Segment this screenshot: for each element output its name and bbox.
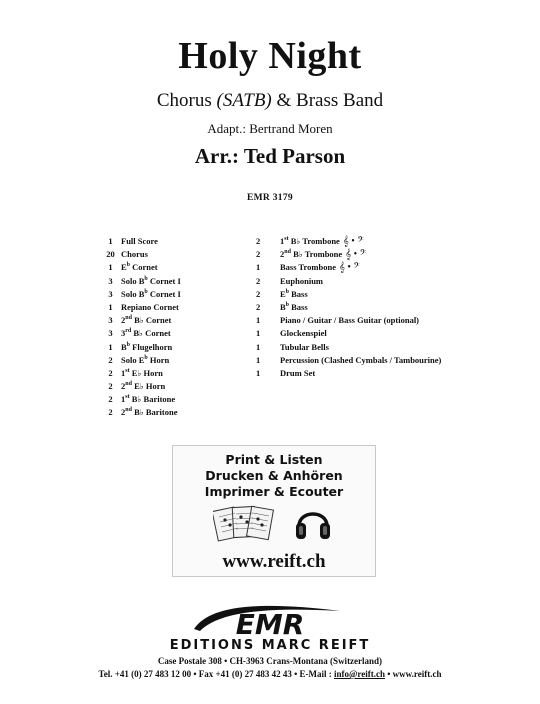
- part-row: [256, 354, 466, 367]
- part-name-superscript: b: [126, 262, 131, 269]
- part-name-text: E: [121, 262, 127, 273]
- part-quantity: 2: [108, 407, 113, 418]
- part-name-text: Percussion (Clashed Cymbals / Tambourine): [280, 354, 442, 365]
- part-name: [280, 288, 308, 301]
- part-name: [121, 261, 158, 274]
- part-name-superscript: nd: [284, 249, 291, 256]
- part-row: [100, 327, 240, 340]
- promo-url[interactable]: www.reift.ch: [222, 551, 326, 572]
- part-quantity: 2: [256, 236, 261, 246]
- part-row: [100, 406, 240, 419]
- clef-icon: 𝄞 • 𝄢: [342, 236, 364, 247]
- part-name-suffix: Cornet I: [147, 275, 181, 286]
- clef-icon: 𝄞 • 𝄢: [345, 249, 367, 261]
- part-quantity: 2: [108, 381, 113, 392]
- part-row: [100, 380, 240, 393]
- part-name-suffix: Bass: [289, 301, 308, 312]
- publisher-name: EDITIONS MARC REIFT: [169, 638, 371, 653]
- part-quantity: 1: [256, 354, 261, 365]
- part-name: [121, 406, 178, 419]
- part-row: [256, 314, 466, 327]
- part-name-text: Tubular Bells: [280, 341, 329, 352]
- part-name-text: 3: [121, 328, 126, 339]
- part-name-text: Euphonium: [280, 275, 323, 286]
- part-name-suffix: E♭ Horn: [129, 367, 163, 378]
- promo-line-english: Print & Listen: [225, 452, 323, 467]
- part-name: [121, 301, 179, 314]
- part-quantity: 3: [108, 328, 113, 339]
- part-row: [100, 314, 240, 327]
- part-row: [256, 301, 466, 314]
- part-name-suffix: Flugelhorn: [130, 341, 173, 352]
- parts-list-left: [100, 235, 240, 420]
- part-name-superscript: b: [144, 275, 148, 282]
- part-name-text: Piano / Guitar / Bass Guitar (optional): [280, 315, 420, 326]
- part-name: [121, 327, 171, 340]
- part-name-text: 1: [121, 367, 126, 378]
- part-name-superscript: rd: [125, 328, 132, 335]
- part-name: [121, 314, 171, 327]
- part-name-superscript: nd: [125, 407, 132, 414]
- part-row: [256, 341, 466, 354]
- part-name-text: Bass Trombone: [280, 262, 336, 273]
- part-name-suffix: B♭ Baritone: [129, 394, 176, 405]
- headphones-icon: [293, 502, 333, 542]
- part-name-superscript: b: [144, 288, 148, 295]
- part-row: [100, 248, 240, 261]
- part-name-text: 2: [121, 407, 126, 418]
- part-name-suffix: Cornet I: [147, 288, 181, 299]
- part-name-text: Glockenspiel: [280, 328, 327, 339]
- part-quantity: 1: [256, 315, 261, 326]
- part-row: [100, 354, 240, 367]
- part-row: [100, 275, 240, 288]
- part-name-suffix: B♭ Cornet: [131, 315, 172, 326]
- part-quantity: 2: [256, 288, 261, 299]
- part-quantity: 1: [256, 328, 261, 339]
- part-quantity: 20: [106, 249, 115, 260]
- subtitle-pre: Chorus: [156, 90, 217, 111]
- part-row: [100, 393, 240, 406]
- part-name-text: Full Score: [121, 236, 158, 246]
- part-row: [256, 275, 466, 288]
- publisher-address: Case Postale 308 • CH-3963 Crans-Montana (Switzerland): [157, 656, 383, 666]
- publisher-contact: [0, 669, 540, 679]
- parts-list-right: [256, 235, 466, 380]
- part-row: [100, 261, 240, 274]
- part-name-text: B: [280, 301, 286, 312]
- part-quantity: 2: [108, 394, 113, 405]
- part-name: [121, 393, 175, 406]
- part-row: [100, 288, 240, 301]
- part-quantity: 1: [108, 262, 113, 273]
- part-name: [280, 261, 360, 274]
- part-name-superscript: b: [144, 354, 148, 361]
- part-name-suffix: B♭ Trombone: [288, 236, 340, 246]
- print-listen-box[interactable]: [172, 445, 376, 577]
- adaptation-credit: Adapt.: Bertrand Moren: [207, 121, 333, 136]
- part-quantity: 2: [108, 354, 113, 365]
- part-name-suffix: Horn: [147, 354, 170, 365]
- part-row: [100, 235, 240, 248]
- part-name: [280, 341, 329, 354]
- part-name: [121, 380, 165, 393]
- part-name: [121, 367, 163, 380]
- part-name-text: Chorus: [121, 249, 148, 260]
- part-name: [121, 288, 181, 301]
- part-row: [100, 341, 240, 354]
- contact-phone-fax: Tel. +41 (0) 27 483 12 00 • Fax +41 (0) 27 483 42 43 • E-Mail :: [98, 669, 335, 679]
- part-name-text: Solo E: [121, 354, 145, 365]
- contact-website[interactable]: • www.reift.ch: [384, 669, 442, 679]
- part-quantity: 3: [108, 315, 113, 326]
- part-name-text: B: [121, 341, 127, 352]
- part-name: [280, 235, 364, 248]
- part-name-superscript: b: [285, 302, 290, 309]
- part-name: [280, 354, 441, 367]
- page-title: Holy Night: [178, 35, 362, 77]
- part-name-suffix: B♭ Cornet: [131, 328, 171, 339]
- subtitle-italic: (SATB): [216, 90, 272, 111]
- part-row: [256, 248, 466, 261]
- part-name-superscript: nd: [125, 315, 132, 322]
- part-name-superscript: st: [284, 236, 289, 243]
- part-row: [256, 367, 466, 380]
- part-name-text: 2: [280, 249, 285, 260]
- part-name-suffix: Cornet: [130, 262, 158, 273]
- part-name-suffix: E♭ Horn: [131, 381, 166, 392]
- emr-logo: [190, 603, 350, 641]
- part-quantity: 2: [256, 249, 261, 260]
- contact-email-link[interactable]: info@reift.ch: [334, 669, 385, 679]
- part-name: [121, 235, 158, 248]
- part-name-suffix: B♭ Baritone: [131, 407, 178, 418]
- part-quantity: 2: [108, 367, 113, 378]
- part-quantity: 1: [108, 341, 113, 352]
- part-name-superscript: b: [285, 288, 290, 295]
- part-quantity: 2: [256, 301, 261, 312]
- part-name: [280, 367, 315, 380]
- part-name-superscript: b: [126, 341, 131, 348]
- arranger-credit: Arr.: Ted Parson: [194, 144, 346, 168]
- promo-line-german: Drucken & Anhören: [205, 468, 343, 483]
- part-name: [121, 275, 181, 288]
- part-row: [256, 327, 466, 340]
- part-quantity: 1: [108, 236, 113, 246]
- part-name-text: E: [280, 288, 286, 299]
- part-quantity: 1: [256, 367, 261, 378]
- part-quantity: 1: [256, 341, 261, 352]
- emr-logo-text: EMR: [235, 608, 305, 641]
- part-name: [280, 327, 327, 340]
- part-name-text: 2: [121, 381, 126, 392]
- part-name-text: 2: [121, 315, 126, 326]
- part-name: [280, 301, 308, 314]
- part-row: [100, 367, 240, 380]
- part-name: [121, 341, 172, 354]
- part-name-text: Drum Set: [280, 367, 316, 378]
- part-row: [256, 235, 466, 248]
- part-quantity: 3: [108, 275, 113, 286]
- part-name-superscript: nd: [125, 381, 132, 388]
- subtitle: [0, 90, 540, 112]
- sheet-music-icon: [213, 503, 275, 545]
- part-name: [121, 354, 169, 367]
- part-name-superscript: st: [125, 394, 130, 401]
- part-name-text: Repiano Cornet: [121, 301, 179, 312]
- part-name-text: 1: [121, 394, 126, 405]
- subtitle-post: & Brass Band: [271, 90, 384, 111]
- part-name-suffix: Bass: [289, 288, 308, 299]
- clef-icon: 𝄞 • 𝄢: [338, 262, 360, 274]
- part-name: [280, 248, 366, 261]
- part-quantity: 1: [256, 262, 261, 273]
- part-name: [121, 248, 148, 261]
- part-name-suffix: B♭ Trombone: [290, 249, 343, 260]
- part-name-text: 1: [280, 236, 285, 246]
- catalog-code: EMR 3179: [247, 193, 293, 203]
- part-row: [256, 261, 466, 274]
- part-row: [100, 301, 240, 314]
- part-name-text: Solo B: [121, 288, 145, 299]
- part-name: [280, 275, 323, 288]
- part-name-superscript: st: [125, 368, 130, 375]
- part-row: [256, 288, 466, 301]
- promo-line-french: Imprimer & Ecouter: [204, 484, 344, 499]
- part-name-text: Solo B: [121, 275, 145, 286]
- part-quantity: 2: [256, 275, 261, 286]
- part-name: [280, 314, 419, 327]
- part-quantity: 3: [108, 288, 113, 299]
- part-quantity: 1: [108, 301, 113, 312]
